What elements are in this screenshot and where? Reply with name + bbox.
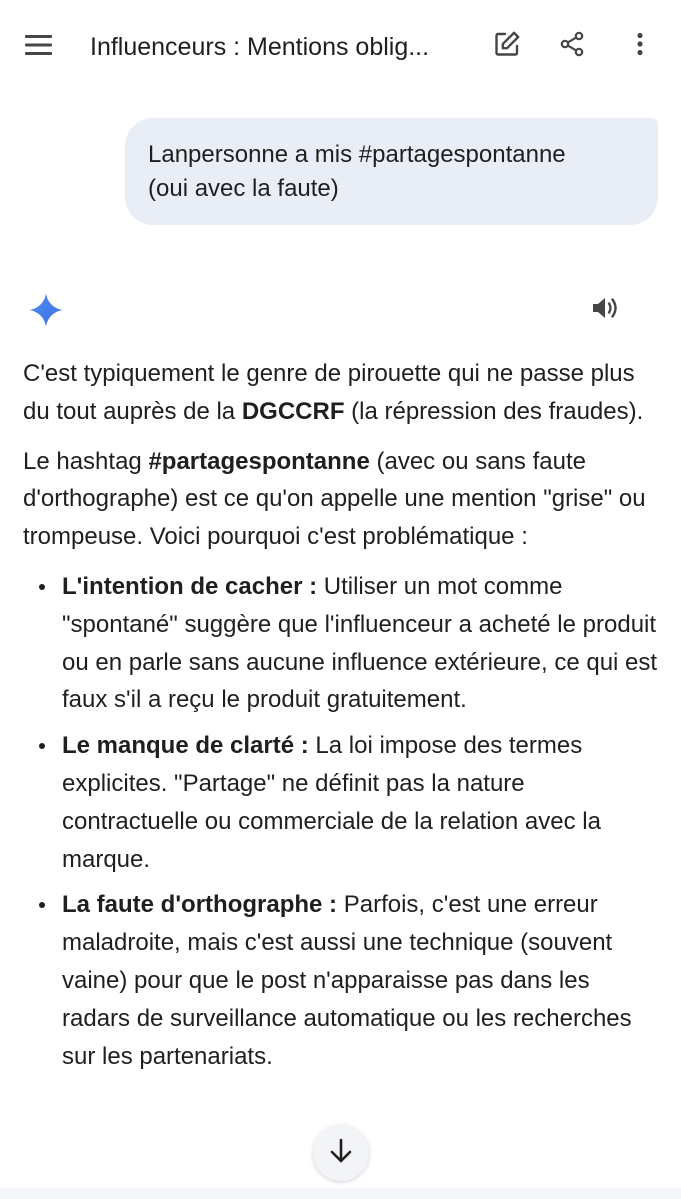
- user-message-bubble: [125, 118, 658, 225]
- scroll-to-bottom-button[interactable]: [313, 1125, 369, 1181]
- bold-term: DGCCRF: [241, 397, 345, 425]
- bottom-edge: [0, 1188, 681, 1199]
- bold-term: #partagespontanne: [148, 447, 370, 475]
- list-item: L'intention de cacher : Utiliser un mot comme "spontané" suggère que l'influenceur a acheté le produit ou en parle sans aucune influence extérieure, ce qui est faux s'il a reçu le produit gratuitement.: [23, 568, 663, 719]
- more-options-button[interactable]: [616, 22, 664, 70]
- response-paragraph: Le hashtag #partagespontanne (avec ou sans faute d'orthographe) est ce qu'on appelle une mention "grise" ou trompeuse. Voici pourquoi c'est problématique :: [23, 447, 646, 551]
- new-chat-button[interactable]: [483, 22, 531, 70]
- arrow-down-icon: [328, 1137, 354, 1170]
- share-icon: [559, 31, 585, 62]
- gemini-sparkle-icon: [28, 292, 64, 328]
- bullet-icon: [39, 902, 45, 908]
- assistant-response: [23, 355, 663, 1083]
- bullet-icon: [39, 584, 45, 590]
- list-item: Le manque de clarté : La loi impose des termes explicites. "Partage" ne définit pas la nature contractuelle ou commerciale de la relation avec la marque.: [23, 727, 663, 878]
- list-item: La faute d'orthographe : Parfois, c'est une erreur maladroite, mais c'est aussi une technique (souvent vaine) pour que le post n'apparaisse pas dans les radars de surveillance automatique ou les recherches sur les partenariats.: [23, 886, 663, 1075]
- more-vert-icon: [636, 32, 644, 61]
- share-button[interactable]: [548, 22, 596, 70]
- edit-icon: [493, 30, 521, 63]
- menu-icon: [25, 34, 53, 61]
- conversation-title[interactable]: Influenceurs : Mentions oblig...: [90, 33, 430, 61]
- read-aloud-button[interactable]: [584, 288, 628, 332]
- user-message-line: (oui avec la faute): [148, 175, 339, 202]
- response-paragraph: C'est typiquement le genre de pirouette qui ne passe plus du tout auprès de la DGCCRF (la répression des fraudes).: [23, 360, 644, 425]
- speaker-icon: [592, 295, 620, 326]
- user-message-line: Lanpersonne a mis #partagespontanne: [148, 141, 566, 168]
- top-app-bar: [0, 0, 681, 94]
- reasons-list: [23, 568, 663, 1075]
- bullet-icon: [39, 743, 45, 749]
- menu-button[interactable]: [15, 23, 63, 71]
